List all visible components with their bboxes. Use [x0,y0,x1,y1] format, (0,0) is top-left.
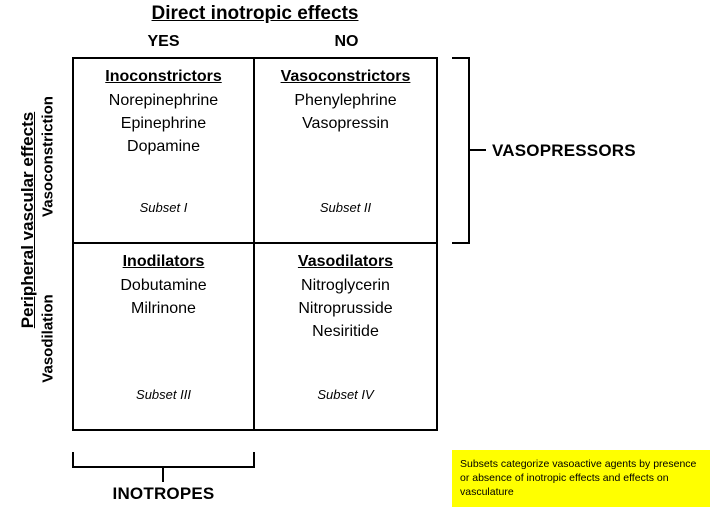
list-item: Norepinephrine [108,92,219,109]
quadrant-subset-label: Subset II [319,200,372,215]
bottom-bracket [72,452,255,468]
quadrant-title: Vasoconstrictors [280,68,411,85]
right-bracket-stem [470,149,486,151]
quadrant-inoconstrictors [74,59,255,244]
quadrant-matrix [72,57,438,431]
quadrant-title: Vasodilators [297,253,394,270]
list-item: Dopamine [127,138,200,155]
note-box [452,450,710,507]
column-header-no: NO [334,33,359,50]
left-axis-title: Peripheral vascular effects [18,111,37,329]
list-item: Dobutamine [120,277,207,294]
top-axis-title: Direct inotropic effects [151,3,359,24]
quadrant-item-list [74,89,253,158]
quadrant-inodilators [74,244,255,429]
list-item: Vasopressin [302,115,389,132]
vasopressors-group-label: VASOPRESSORS [492,141,636,160]
quadrant-vasoconstrictors [255,59,436,244]
list-item: Phenylephrine [294,92,397,109]
list-item: Nitroprusside [298,300,393,317]
quadrant-title: Inodilators [122,253,205,270]
quadrant-title: Inoconstrictors [105,68,222,85]
right-bracket [452,57,470,244]
quadrant-vasodilators [255,244,436,429]
quadrant-item-list [255,89,436,135]
quadrant-subset-label: Subset I [139,200,188,215]
row-header-vasodilation: Vasodilation [39,294,57,383]
note-text: Subsets categorize vasoactive agents by presence or absence of inotropic effects and effects on vasculature [460,458,697,498]
quadrant-item-list [74,274,253,320]
list-item: Nesiritide [312,323,379,340]
row-header-vasoconstriction: Vasoconstriction [39,96,57,217]
quadrant-subset-label: Subset III [136,387,191,402]
quadrant-item-list [255,274,436,343]
inotropes-group-label: INOTROPES [112,484,215,503]
list-item: Epinephrine [120,115,207,132]
column-header-yes: YES [147,33,180,50]
list-item: Milrinone [131,300,196,317]
list-item: Nitroglycerin [301,277,390,294]
bottom-bracket-stem [162,468,164,482]
quadrant-subset-label: Subset IV [317,387,374,402]
